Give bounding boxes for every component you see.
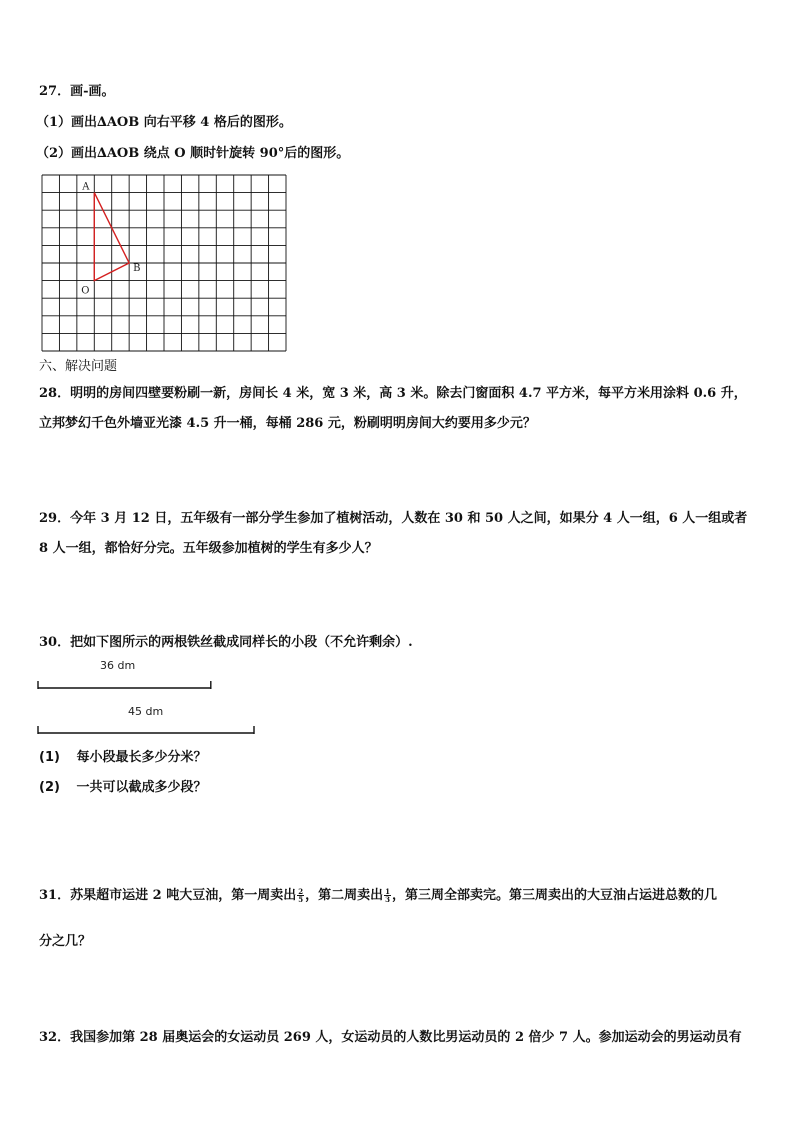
q30-sub1-text: 每小段最长多少分米？: [76, 750, 207, 765]
q27-part2: （2）画出∆AOB 绕点 O 顺时针旋转 90°后的图形。: [36, 146, 350, 161]
q27-grid-figure: [41, 174, 287, 352]
frac1-denominator: 5: [298, 895, 304, 904]
point-a-label: A: [82, 181, 90, 193]
q31-text-c: ，第三周全部卖完。第三周卖出的大豆油占运进总数的几: [391, 888, 717, 903]
wire2-segment: [38, 726, 254, 734]
grid-lines: [42, 175, 286, 351]
q31-text-b: ，第二周卖出: [305, 888, 384, 903]
q31-line2: 分之几？: [39, 934, 92, 949]
point-b-label: B: [133, 263, 141, 274]
section-six-title: 六、解决问题: [39, 359, 118, 374]
fraction-one-third: [384, 888, 391, 903]
q28-line2: 立邦梦幻千色外墙亚光漆 4.5 升一桶，每桶 286 元，粉刷明明房间大约要用多少元？: [39, 416, 536, 431]
q29-line2: 8 人一组，都恰好分完。五年级参加植树的学生有多少人？: [39, 541, 378, 556]
grid-svg: [41, 174, 287, 352]
fraction-two-fifths: [297, 888, 304, 903]
frac2-numerator: 1: [385, 887, 390, 896]
frac2-denominator: 3: [385, 895, 390, 904]
q27-part1: （1）画出∆AOB 向右平移 4 格后的图形。: [36, 115, 292, 130]
wire2-label: 45 dm: [128, 705, 164, 718]
q30-sub1: [39, 750, 206, 766]
q30-sub2-text: 一共可以截成多少段？: [76, 780, 207, 795]
frac1-numerator: 2: [298, 887, 304, 896]
q29-line1: 29．今年 3 月 12 日，五年级有一部分学生参加了植树活动，人数在 30 和 50 人之间，如果分 4 人一组，6 人一组或者: [39, 511, 748, 526]
q30-sub1-number: (1): [39, 750, 60, 765]
wire1-segment: [38, 681, 211, 689]
q30-title: 30．把如下图所示的两根铁丝截成同样长的小段（不允许剩余）.: [39, 635, 413, 650]
q30-sub2-number: (2): [39, 780, 60, 795]
q31-text-a: 31．苏果超市运进 2 吨大豆油，第一周卖出: [39, 888, 297, 903]
q28-line1: 28．明明的房间四壁要粉刷一新，房间长 4 米，宽 3 米，高 3 米。除去门窗面积 4.7 平方米，每平方米用涂料 0.6 升，: [39, 386, 747, 401]
q27-title: 27．画-画。: [39, 84, 115, 99]
q32-line1: 32．我国参加第 28 届奥运会的女运动员 269 人，女运动员的人数比男运动员的 2 倍少 7 人。参加运动会的男运动员有: [39, 1030, 742, 1045]
wire1-label: 36 dm: [100, 659, 136, 672]
q31-line1: [39, 888, 717, 904]
q30-sub2: [39, 780, 206, 796]
point-o-label: O: [81, 285, 90, 297]
